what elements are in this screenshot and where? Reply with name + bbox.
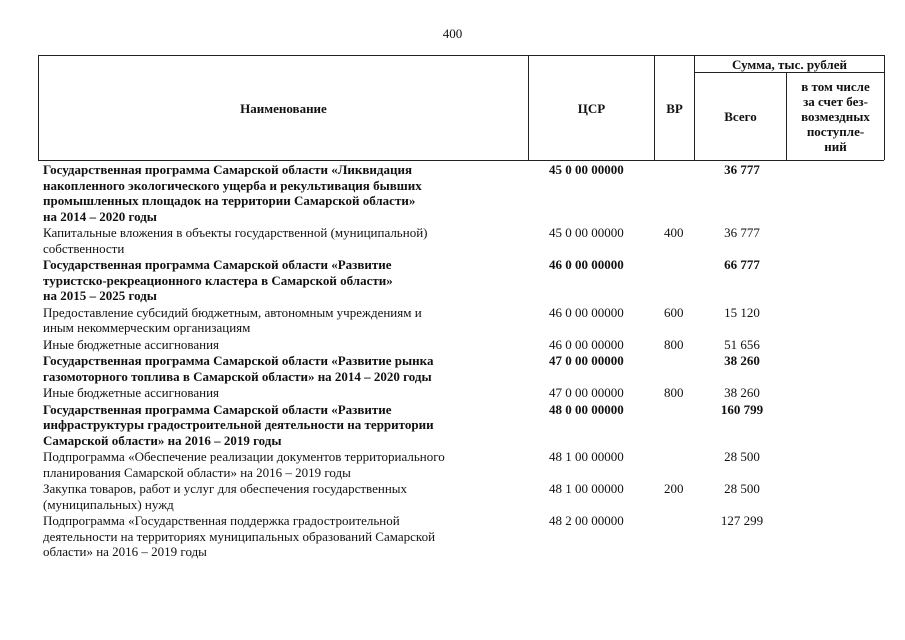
row-name-line: Капитальные вложения в объекты государственной (муниципальной) bbox=[43, 225, 428, 240]
row-name bbox=[43, 481, 521, 512]
row-name-line: иным некоммерческим организациям bbox=[43, 320, 251, 335]
row-name bbox=[43, 225, 521, 256]
row-name-line: собственности bbox=[43, 240, 125, 256]
row-name-line: деятельности на территориях муниципальных образований Самарской bbox=[43, 528, 436, 544]
row-name-line: Самарской области» на 2016 – 2019 годы bbox=[43, 432, 282, 448]
row-name-line: (муниципальных) нужд bbox=[43, 496, 174, 512]
row-name-line: Иные бюджетные ассигнования bbox=[43, 385, 220, 400]
row-total: 127 299 bbox=[720, 513, 764, 528]
row-vr: 800 bbox=[664, 336, 684, 352]
header-incl-line: ний bbox=[824, 139, 847, 154]
row-vr: 400 bbox=[664, 225, 684, 240]
row-name bbox=[43, 162, 521, 224]
row-csr: 48 1 00 00000 bbox=[549, 481, 624, 496]
row-csr: 46 0 00 00000 bbox=[549, 257, 624, 272]
row-name-line: планирования Самарской области» на 2016 – 2019 годы bbox=[43, 464, 351, 480]
row-name-line: газомоторного топлива в Самарской области» на 2014 – 2020 годы bbox=[43, 368, 432, 384]
row-name bbox=[43, 513, 521, 560]
row-name bbox=[43, 305, 521, 336]
row-name-line: на 2015 – 2025 годы bbox=[43, 288, 157, 303]
row-total: 51 656 bbox=[724, 336, 760, 352]
row-vr: 800 bbox=[664, 385, 684, 400]
row-name-line: промышленных площадок на территории Самарской области» bbox=[43, 193, 416, 208]
header-amount-group: Сумма, тыс. рублей bbox=[732, 56, 847, 72]
row-name bbox=[43, 449, 521, 480]
header-incl-line: возмездных bbox=[801, 109, 870, 124]
row-csr: 47 0 00 00000 bbox=[549, 385, 624, 400]
header-incl-line: в том числе bbox=[801, 79, 870, 94]
row-total: 160 799 bbox=[720, 401, 764, 417]
row-total: 38 260 bbox=[724, 353, 760, 368]
row-csr: 47 0 00 00000 bbox=[549, 353, 624, 368]
row-name-line: Государственная программа Самарской области «Развитие рынка bbox=[43, 353, 434, 368]
row-name-line: Предоставление субсидий бюджетным, автономным учреждениям и bbox=[43, 304, 422, 320]
row-name-line: Закупка товаров, работ и услуг для обеспечения государственных bbox=[43, 481, 408, 496]
row-csr: 48 1 00 00000 bbox=[549, 449, 624, 464]
row-csr: 45 0 00 00000 bbox=[549, 162, 624, 177]
header-total: Всего bbox=[724, 109, 757, 124]
row-name bbox=[43, 337, 521, 353]
row-total: 38 260 bbox=[724, 385, 760, 400]
row-csr: 48 2 00 00000 bbox=[549, 513, 624, 528]
row-name bbox=[43, 353, 521, 384]
header-bottom-border bbox=[38, 160, 884, 161]
row-name bbox=[43, 257, 521, 304]
row-name-line: Иные бюджетные ассигнования bbox=[43, 336, 220, 352]
row-name-line: на 2014 – 2020 годы bbox=[43, 208, 157, 224]
row-name-line: Подпрограмма «Обеспечение реализации документов территориального bbox=[43, 449, 445, 464]
row-total: 28 500 bbox=[724, 481, 760, 496]
row-name-line: туристско-рекреационного кластера в Самарской области» bbox=[43, 272, 393, 288]
row-csr: 48 0 00 00000 bbox=[549, 401, 624, 417]
row-name-line: инфраструктуры градостроительной деятельности на территории bbox=[43, 417, 434, 432]
row-total: 66 777 bbox=[724, 257, 760, 272]
row-vr: 600 bbox=[664, 304, 684, 320]
row-vr: 200 bbox=[664, 481, 684, 496]
header-incl-free-receipts bbox=[787, 73, 884, 160]
row-csr: 45 0 00 00000 bbox=[549, 225, 624, 240]
row-total: 36 777 bbox=[724, 162, 760, 177]
header-incl-line: поступле- bbox=[806, 124, 865, 139]
col-border-right bbox=[884, 55, 885, 160]
row-name bbox=[43, 385, 521, 401]
row-name-line: Государственная программа Самарской области «Ликвидация bbox=[43, 162, 412, 177]
header-vr: ВР bbox=[666, 100, 683, 116]
header-incl-line: за счет без- bbox=[803, 94, 868, 109]
row-name bbox=[43, 402, 521, 449]
row-total: 15 120 bbox=[724, 304, 760, 320]
page-number: 400 bbox=[442, 26, 463, 41]
row-total: 28 500 bbox=[724, 449, 760, 464]
row-csr: 46 0 00 00000 bbox=[549, 336, 624, 352]
row-name-line: накопленного экологического ущерба и рекультивация бывших bbox=[43, 177, 422, 193]
row-total: 36 777 bbox=[724, 225, 760, 240]
header-csr: ЦСР bbox=[577, 100, 606, 116]
row-name-line: Подпрограмма «Государственная поддержка градостроительной bbox=[43, 513, 400, 528]
header-name: Наименование bbox=[240, 100, 327, 116]
row-csr: 46 0 00 00000 bbox=[549, 304, 624, 320]
row-name-line: области» на 2016 – 2019 годы bbox=[43, 544, 207, 559]
row-name-line: Государственная программа Самарской области «Развитие bbox=[43, 257, 392, 272]
row-name-line: Государственная программа Самарской области «Развитие bbox=[43, 401, 392, 417]
